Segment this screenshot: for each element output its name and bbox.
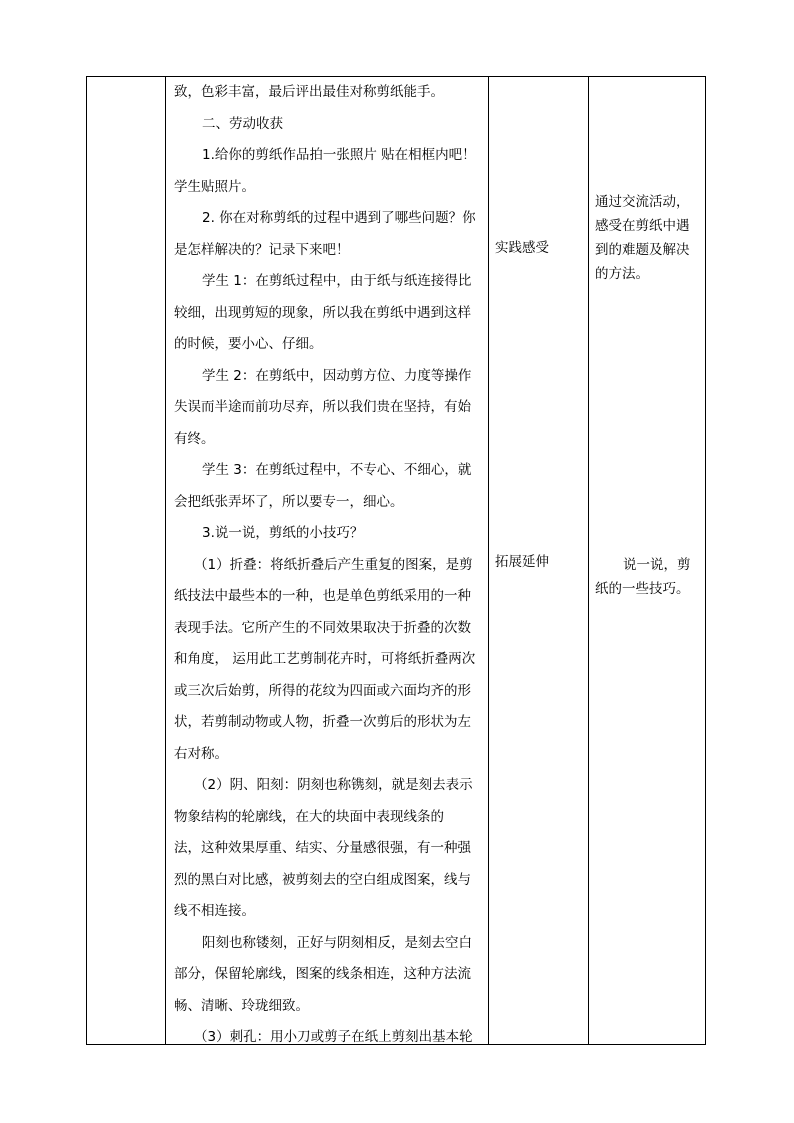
lesson-table xyxy=(86,76,706,1045)
content-line: 1.给你的剪纸作品拍一张照片 贴在相框内吧！ xyxy=(202,147,476,163)
content-line: 致，色彩丰富，最后评出最佳对称剪纸能手。 xyxy=(174,84,444,100)
intent-line: 通过交流活动， xyxy=(595,194,690,210)
content-line: 是怎样解决的？记录下来吧！ xyxy=(174,241,350,258)
content-line: 或三次后始剪，所得的花纹为四面或六面均齐的形 xyxy=(174,682,471,699)
content-line: 和角度， 运用此工艺剪制花卉时，可将纸折叠两次 xyxy=(174,651,476,667)
activity-label: 实践感受 xyxy=(495,240,549,256)
intent-line: 说一说，剪 xyxy=(623,557,691,573)
content-line: 有终。 xyxy=(174,430,215,447)
content-line: 右对称。 xyxy=(174,745,228,762)
content-line: 表现手法。它所产生的不同效果取决于折叠的次数 xyxy=(174,619,471,636)
content-line: （1）折叠：将纸折叠后产生重复的图案，是剪 xyxy=(194,556,473,573)
content-line: 学生 1：在剪纸过程中，由于纸与纸连接得比 xyxy=(202,273,472,289)
content-line: 状，若剪制动物或人物，折叠一次剪后的形状为左 xyxy=(174,714,471,730)
activity-label: 拓展延伸 xyxy=(495,554,549,570)
content-line: 学生 2：在剪纸中，因动剪方位、力度等操作 xyxy=(202,367,472,384)
content-line: 学生 3：在剪纸过程中，不专心、不细心，就 xyxy=(202,462,472,478)
intent-line: 纸的一些技巧。 xyxy=(595,581,690,597)
activity-cell xyxy=(489,77,588,1044)
content-line: 阳刻也称镂刻，正好与阴刻相反，是刻去空白 xyxy=(202,934,472,951)
section-heading: 二、劳动收获 xyxy=(202,115,283,132)
content-line: （3）刺孔：用小刀或剪子在纸上剪刻出基本轮 xyxy=(194,1029,473,1045)
content-line: 学生贴照片。 xyxy=(174,178,255,195)
intent-line: 感受在剪纸中遇 xyxy=(595,218,690,234)
content-line: 较细，出现剪短的现象，所以我在剪纸中遇到这样 xyxy=(174,304,471,321)
content-line: 3.说一说，剪纸的小技巧？ xyxy=(202,525,364,541)
intent-line: 到的难题及解决 xyxy=(595,242,690,258)
content-line: 法，这种效果厚重、结实、分量感很强，有一种强 xyxy=(174,840,471,856)
content-cell xyxy=(166,77,488,1044)
intent-cell xyxy=(589,77,707,1044)
content-line: 失误而半途而前功尽弃，所以我们贵在坚持，有始 xyxy=(174,399,471,415)
content-line: 物象结构的轮廓线，在大的块面中表现线条的 xyxy=(174,808,444,825)
intent-line: 的方法。 xyxy=(595,266,649,282)
content-line: （2）阴、阳刻：阴刻也称镌刻，就是刻去表示 xyxy=(194,777,473,793)
content-line: 2. 你在对称剪纸的过程中遇到了哪些问题？你 xyxy=(202,210,476,226)
content-line: 会把纸张弄坏了，所以要专一，细心。 xyxy=(174,493,404,510)
content-line: 部分，保留轮廓线，图案的线条相连，这种方法流 xyxy=(174,966,471,982)
content-line: 的时候，要小心、仔细。 xyxy=(174,336,323,352)
content-line: 烈的黑白对比感，被剪刻去的空白组成图案，线与 xyxy=(174,871,471,888)
content-line: 纸技法中最些本的一种，也是单色剪纸采用的一种 xyxy=(174,588,471,604)
content-line: 畅、清晰、玲珑细致。 xyxy=(174,997,309,1014)
left-empty-cell xyxy=(87,77,165,1044)
content-line: 线不相连接。 xyxy=(174,903,255,919)
